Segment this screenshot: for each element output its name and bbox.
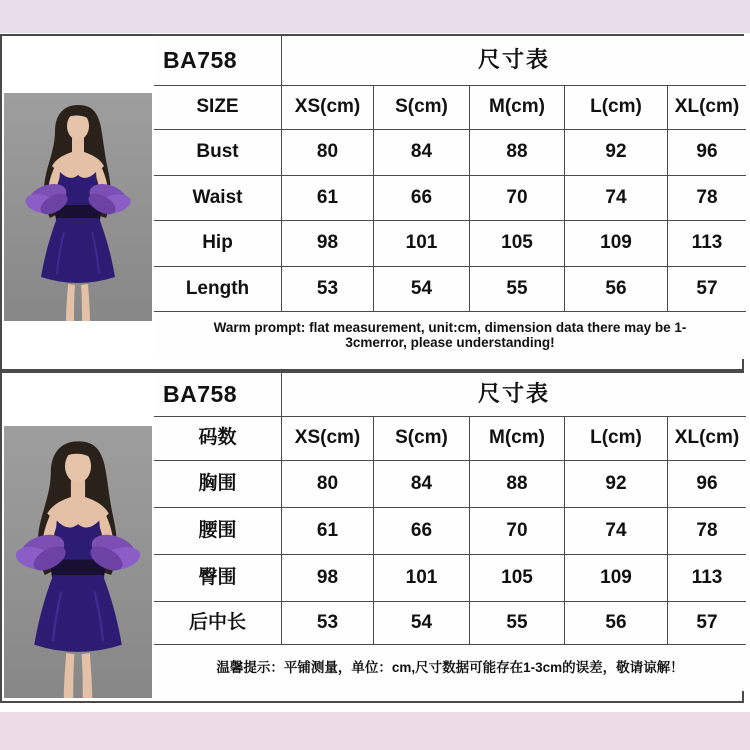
row-label: 腰围 bbox=[154, 508, 282, 555]
column-header-s: S(cm) bbox=[374, 86, 470, 130]
product-code: BA758 bbox=[154, 36, 282, 86]
measurement-note-chinese: 温馨提示：平铺测量，单位：cm,尺寸数据可能存在1-3cm的误差，敬请谅解！ bbox=[154, 645, 746, 691]
cell-value: 98 bbox=[282, 221, 374, 267]
size-table-english bbox=[0, 34, 744, 371]
cell-value: 113 bbox=[668, 555, 746, 602]
column-header-xs: XS(cm) bbox=[282, 417, 374, 461]
row-label: Length bbox=[154, 267, 282, 312]
cell-value: 113 bbox=[668, 221, 746, 267]
cell-value: 56 bbox=[565, 602, 668, 645]
column-header-m: M(cm) bbox=[470, 86, 565, 130]
cell-value: 109 bbox=[565, 221, 668, 267]
cell-value: 84 bbox=[374, 130, 470, 176]
cell-value: 105 bbox=[470, 555, 565, 602]
model-illustration bbox=[4, 93, 152, 321]
cell-value: 57 bbox=[668, 267, 746, 312]
column-header-l: L(cm) bbox=[565, 417, 668, 461]
cell-value: 109 bbox=[565, 555, 668, 602]
cell-value: 66 bbox=[374, 508, 470, 555]
cell-value: 101 bbox=[374, 221, 470, 267]
table-title: 尺寸表 bbox=[282, 36, 746, 86]
model-photo-2 bbox=[4, 426, 152, 698]
measurement-note-english: Warm prompt: flat measurement, unit:cm, dimension data there may be 1-3cmerror, please understanding! bbox=[154, 312, 746, 359]
row-label: Hip bbox=[154, 221, 282, 267]
cell-value: 80 bbox=[282, 461, 374, 508]
model-photo-1 bbox=[4, 93, 152, 321]
product-photo-cell-2 bbox=[2, 373, 154, 691]
cell-value: 105 bbox=[470, 221, 565, 267]
cell-value: 54 bbox=[374, 602, 470, 645]
row-label: Waist bbox=[154, 176, 282, 221]
cell-value: 70 bbox=[470, 508, 565, 555]
cell-value: 78 bbox=[668, 176, 746, 221]
row-label: 臀围 bbox=[154, 555, 282, 602]
row-label: Bust bbox=[154, 130, 282, 176]
product-photo-cell-1 bbox=[2, 36, 154, 359]
model-illustration bbox=[4, 426, 152, 698]
size-row-header: SIZE bbox=[154, 86, 282, 130]
cell-value: 96 bbox=[668, 461, 746, 508]
column-header-xl: XL(cm) bbox=[668, 417, 746, 461]
column-header-m: M(cm) bbox=[470, 417, 565, 461]
column-header-xl: XL(cm) bbox=[668, 86, 746, 130]
size-row-header: 码数 bbox=[154, 417, 282, 461]
cell-value: 88 bbox=[470, 130, 565, 176]
cell-value: 56 bbox=[565, 267, 668, 312]
cell-value: 96 bbox=[668, 130, 746, 176]
cell-value: 74 bbox=[565, 176, 668, 221]
cell-value: 66 bbox=[374, 176, 470, 221]
product-code: BA758 bbox=[154, 373, 282, 417]
cell-value: 92 bbox=[565, 461, 668, 508]
bottom-margin-strip bbox=[0, 712, 750, 750]
cell-value: 80 bbox=[282, 130, 374, 176]
cell-value: 84 bbox=[374, 461, 470, 508]
cell-value: 54 bbox=[374, 267, 470, 312]
cell-value: 74 bbox=[565, 508, 668, 555]
cell-value: 101 bbox=[374, 555, 470, 602]
table-title: 尺寸表 bbox=[282, 373, 746, 417]
cell-value: 61 bbox=[282, 176, 374, 221]
cell-value: 53 bbox=[282, 267, 374, 312]
column-header-s: S(cm) bbox=[374, 417, 470, 461]
cell-value: 61 bbox=[282, 508, 374, 555]
cell-value: 98 bbox=[282, 555, 374, 602]
row-label: 后中长 bbox=[154, 602, 282, 645]
cell-value: 55 bbox=[470, 267, 565, 312]
size-table-chinese bbox=[0, 371, 744, 703]
cell-value: 57 bbox=[668, 602, 746, 645]
top-margin-strip bbox=[0, 0, 750, 33]
cell-value: 70 bbox=[470, 176, 565, 221]
cell-value: 92 bbox=[565, 130, 668, 176]
cell-value: 78 bbox=[668, 508, 746, 555]
cell-value: 53 bbox=[282, 602, 374, 645]
column-header-xs: XS(cm) bbox=[282, 86, 374, 130]
row-label: 胸围 bbox=[154, 461, 282, 508]
cell-value: 55 bbox=[470, 602, 565, 645]
column-header-l: L(cm) bbox=[565, 86, 668, 130]
cell-value: 88 bbox=[470, 461, 565, 508]
